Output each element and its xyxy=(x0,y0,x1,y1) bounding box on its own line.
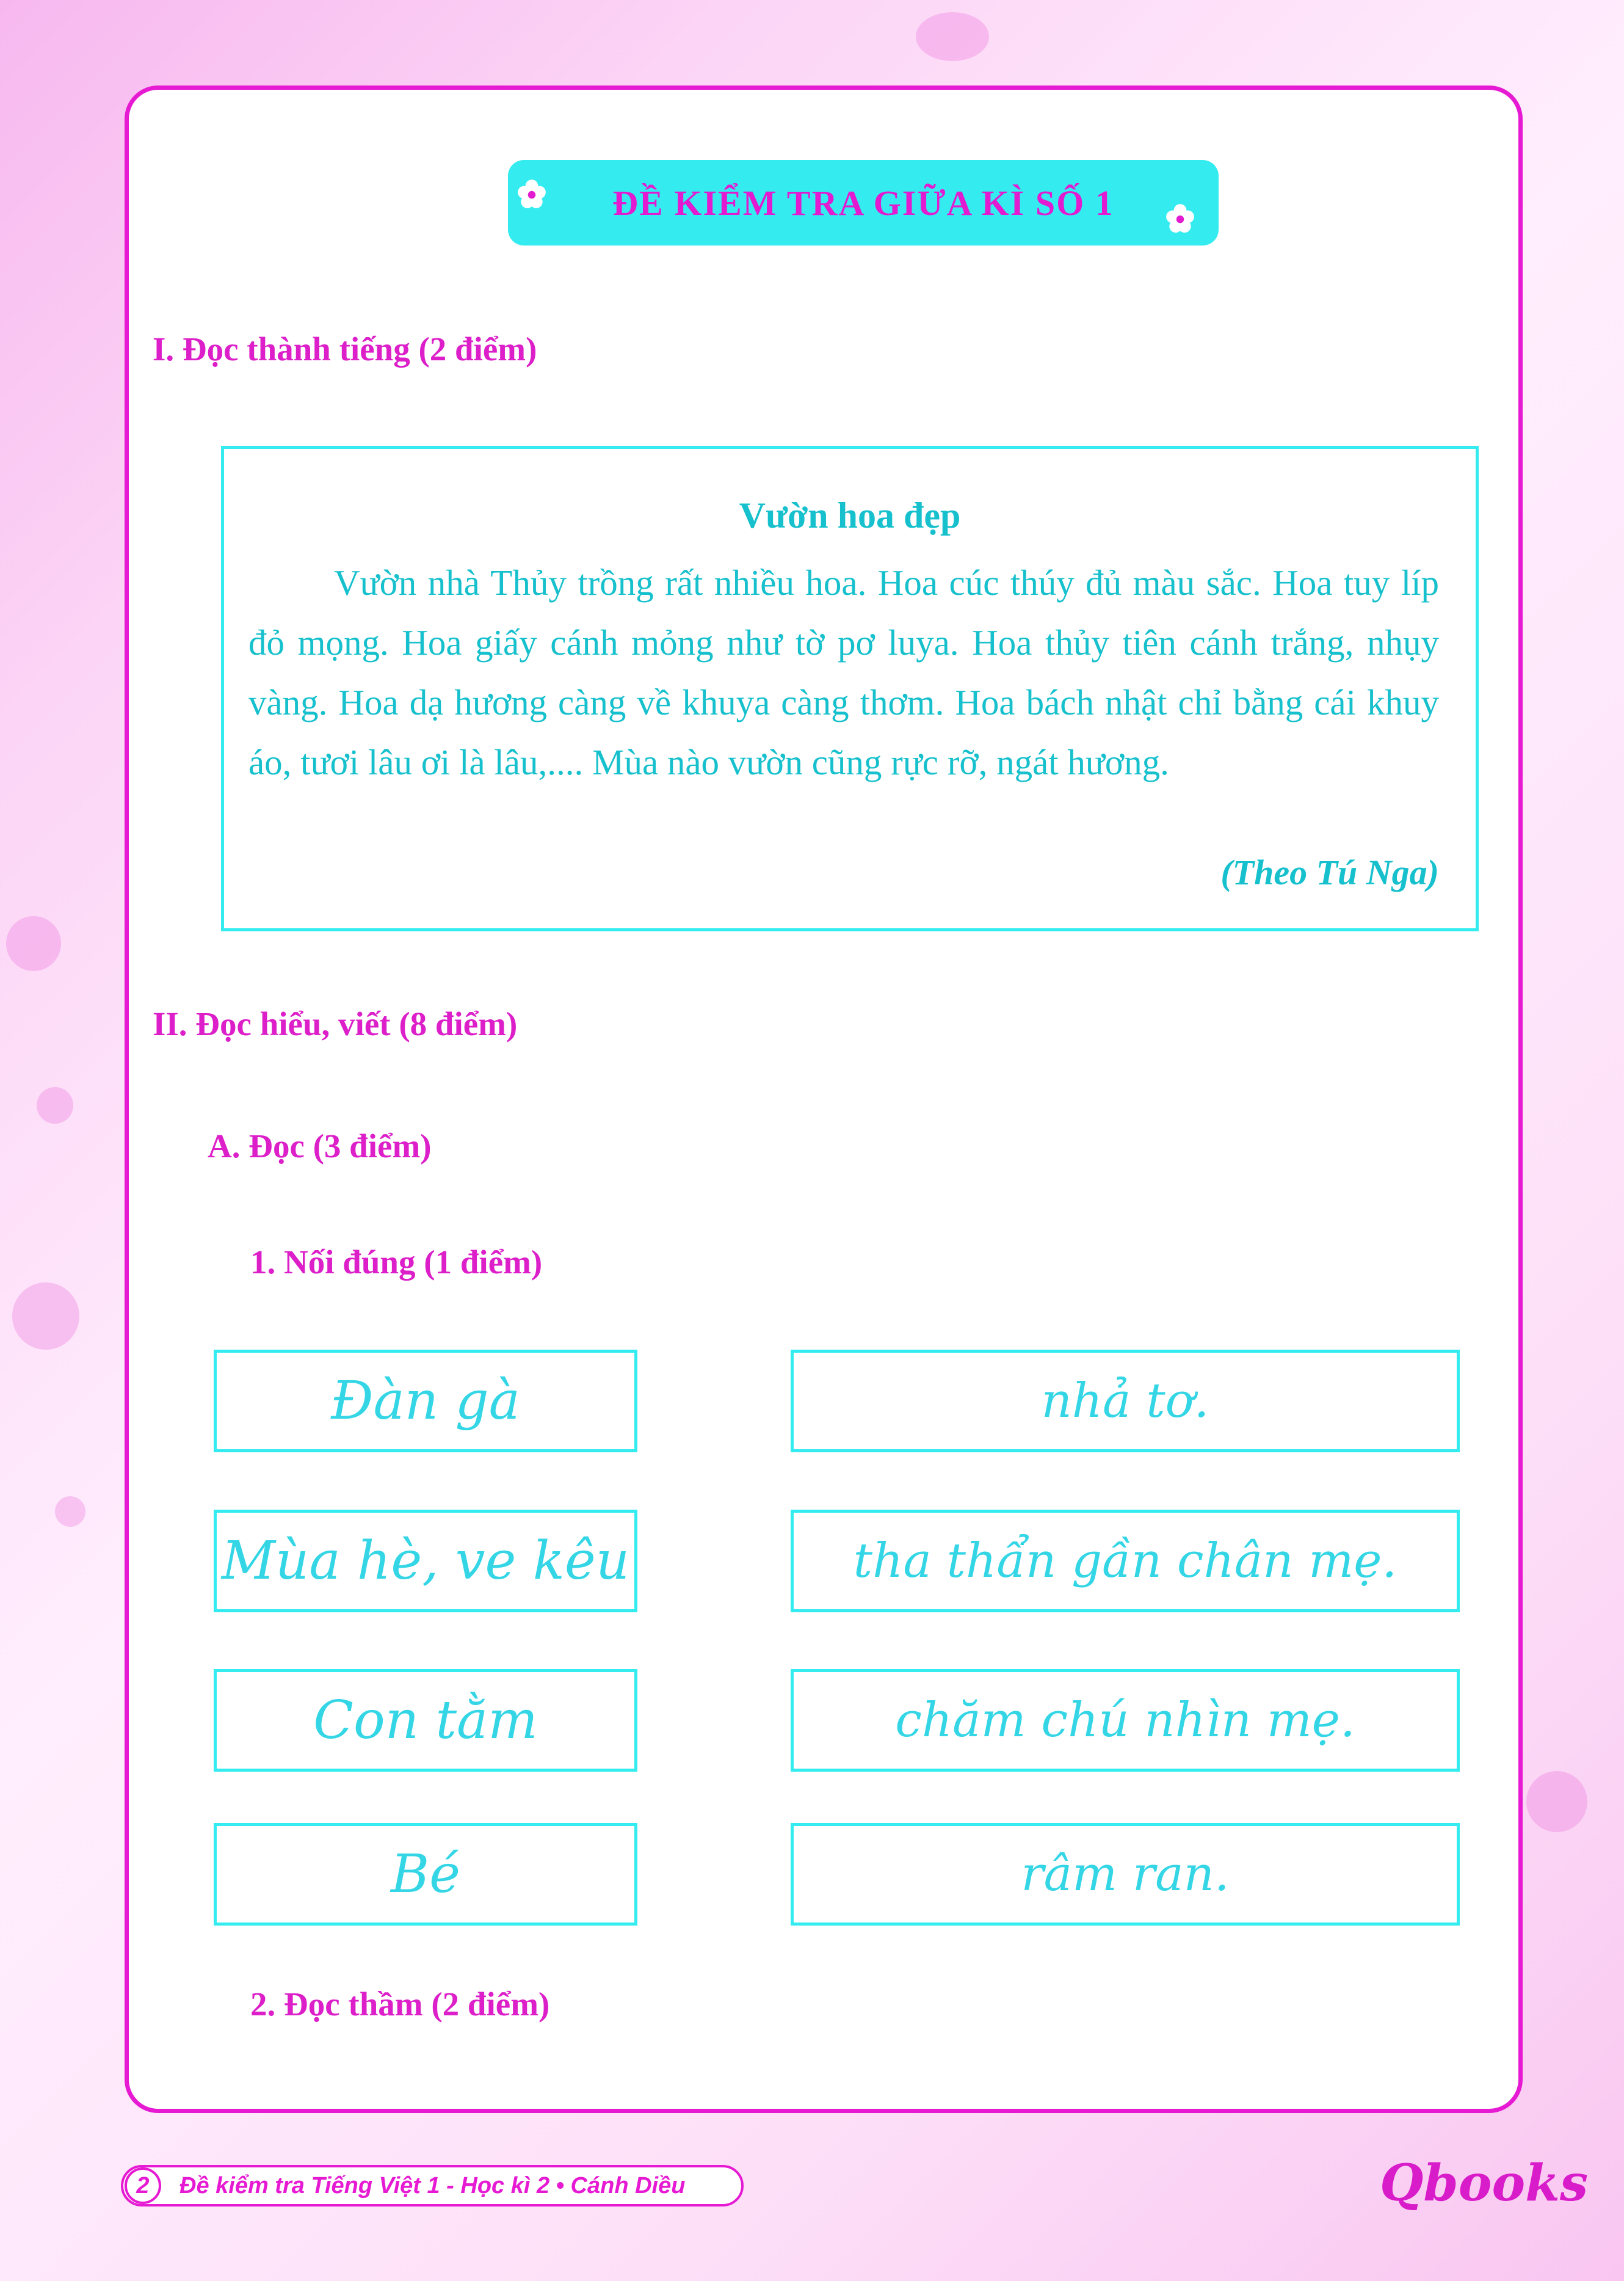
match-left-item[interactable]: Đàn gà xyxy=(214,1350,637,1452)
question-heading: 1. Nối đúng (1 điểm) xyxy=(250,1243,543,1281)
match-left-item[interactable]: Bé xyxy=(214,1823,637,1926)
book-title: Đề kiểm tra Tiếng Việt 1 - Học kì 2 • Cánh Diều xyxy=(179,2172,686,2199)
section-heading: II. Đọc hiểu, viết (8 điểm) xyxy=(153,1005,518,1042)
section-heading: I. Đọc thành tiếng (2 điểm) xyxy=(153,330,537,368)
publisher-logo: Qbooks xyxy=(1380,2154,1589,2213)
passage-body: Vườn nhà Thủy trồng rất nhiều hoa. Hoa cúc thúy đủ màu sắc. Hoa tuy líp đỏ mọng. Hoa giấy cánh mỏng như tờ pơ luya. Hoa thủy tiên cánh trắng, nhụy vàng. Hoa dạ hương càng về khuya càng thơm. Hoa bách nhật chỉ bằng cái khuy áo, tươi lâu ơi là lâu,.... Mùa nào vườn cũng rực rỡ, ngát hương. xyxy=(248,562,1439,782)
flower-icon xyxy=(516,178,548,210)
background-splash xyxy=(12,1282,79,1350)
flower-icon xyxy=(1164,203,1196,235)
match-right-item[interactable]: chăm chú nhìn mẹ. xyxy=(791,1669,1460,1772)
passage-title: Vườn hoa đẹp xyxy=(739,495,961,536)
background-splash xyxy=(55,1496,85,1527)
background-splash xyxy=(37,1087,73,1124)
background-splash xyxy=(6,916,61,971)
footer-bar xyxy=(121,2165,744,2206)
title-banner xyxy=(508,160,1219,246)
match-left-item[interactable]: Mùa hè, ve kêu xyxy=(214,1510,637,1612)
match-right-item[interactable]: nhả tơ. xyxy=(791,1350,1460,1452)
match-right-item[interactable]: râm ran. xyxy=(791,1823,1460,1926)
page-title: ĐỀ KIỂM TRA GIỮA KÌ SỐ 1 xyxy=(612,183,1114,223)
match-left-item[interactable]: Con tằm xyxy=(214,1669,637,1772)
match-right-item[interactable]: tha thẩn gần chân mẹ. xyxy=(791,1510,1460,1612)
subsection-heading: A. Đọc (3 điểm) xyxy=(208,1127,432,1165)
page-number: 2 xyxy=(125,2167,161,2204)
background-splash xyxy=(916,12,989,61)
reading-passage xyxy=(221,446,1479,931)
background-splash xyxy=(1526,1771,1587,1832)
passage-source: (Theo Tú Nga) xyxy=(1220,853,1439,892)
page-frame xyxy=(125,85,1523,2113)
question-heading: 2. Đọc thầm (2 điểm) xyxy=(250,1985,550,2023)
